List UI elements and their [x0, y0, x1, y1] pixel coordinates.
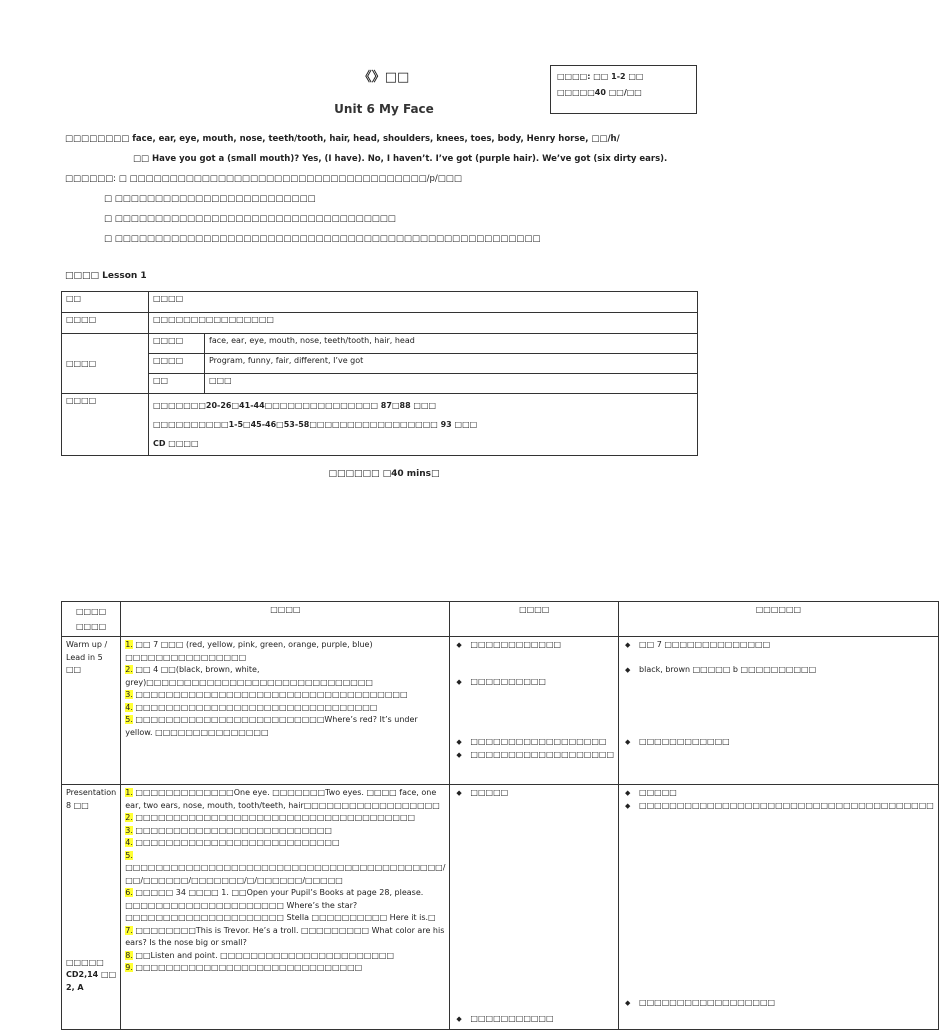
col-header-notes: □□□□□□ [619, 602, 939, 637]
col-header-teacher: □□□□ [121, 602, 450, 637]
core-vocab-label: □□□□ [149, 334, 205, 354]
info-box-line1: □□□□: □□ 1-2 □□ [557, 72, 644, 81]
info-box [550, 65, 697, 114]
presentation-step: 8. □□Listen and point. □□□□□□□□□□□□□□□□□□□□□□□ [125, 950, 394, 960]
student-activity: ◆ □□□□□□□□□□□□□□□□□□ [454, 736, 614, 749]
presentation-steps [121, 785, 450, 1030]
student-activity: ◆ □□□□□□□□□□□□ [454, 639, 614, 652]
warmup-step: 3. □□□□□□□□□□□□□□□□□□□□□□□□□□□□□□□□□□□□ [125, 690, 408, 699]
materials-line-1: □□□□□□□20-26□41-44□□□□□□□□□□□□□□□ 87□88 □□□ [153, 401, 437, 410]
warmup-step: 2. □□ 4 □□(black, brown, white, grey)□□□□□□□□□□□□□□□□□□□□□□□□□□□□□□ [125, 665, 373, 687]
page-title: 《》□□ [358, 70, 410, 85]
design-note: ◆ □□□□□ [623, 787, 934, 800]
structure-objective: □□ Have you got a (small mouth)? Yes, (I have). No, I haven’t. I’ve got (purple hair). We’ve got (six dirty ears). [133, 154, 668, 164]
col-header-stage: □□□□ □□□□ [62, 602, 121, 637]
design-note: ◆ □□□□□□□□□□□□□□□□□□□□□□□□□□□□□□□□□□□□□□□ [623, 800, 934, 813]
skill-objective-2: □ □□□□□□□□□□□□□□□□□□□□□□□□□ [104, 194, 316, 204]
presentation-step: 1. □□□□□□□□□□□□□One eye. □□□□□□□Two eyes. □□□□ face, one ear, two ears, nose, mouth, tooth/teeth, hair□□□□□□□□□□□□□□□□□□ [125, 788, 440, 810]
presentation-notes [619, 785, 939, 1030]
design-note: ◆ □□□□□□□□□□□□ [623, 736, 934, 749]
presentation-step: 9. □□□□□□□□□□□□□□□□□□□□□□□□□□□□□□ [125, 963, 363, 972]
presentation-step: 5. □□□□□□□□□□□□□□□□□□□□□□□□□□□□□□□□□□□□□□□□□□/□□/□□□□□□/□□□□□□□/□/□□□□□□/□□□□□ [125, 850, 446, 885]
unit-title: Unit 6 My Face [334, 102, 434, 116]
extra-vocab-label: □□□□ [149, 354, 205, 374]
warmup-step: 1. □□ 7 □□□ (red, yellow, pink, green, orange, purple, blue) □□□□□□□□□□□□□□□□ [125, 640, 373, 662]
col-header-student: □□□□ [450, 602, 619, 637]
warmup-steps [121, 637, 450, 785]
presentation-stage-label: Presentation 8 □□ [66, 788, 117, 810]
process-heading: □□□□□□ □40 mins□ [328, 469, 440, 479]
teaching-process-table [61, 601, 939, 1030]
presentation-step: 6. □□□□□ 34 □□□□ 1. □□Open your Pupil’s Books at page 28, please. □□□□□□□□□□□□□□□□□□□□□ Where’s the star? □□□□□□□□□□□□□□□□□□□□□ Stella □□□□□□□□□□ Here it is.□ [125, 888, 436, 922]
materials-label: □□□□ [62, 394, 149, 456]
skill-objective-4: □ □□□□□□□□□□□□□□□□□□□□□□□□□□□□□□□□□□□□□□□□□□□□□□□□□□□□□ [104, 234, 541, 244]
warmup-step: 5. □□□□□□□□□□□□□□□□□□□□□□□□□Where’s red? It’s under yellow. □□□□□□□□□□□□□□□ [125, 715, 418, 737]
design-note: ◆ □□□□□□□□□□□□□□□□□□ [623, 997, 934, 1010]
warmup-step: 4. □□□□□□□□□□□□□□□□□□□□□□□□□□□□□□□□ [125, 702, 378, 712]
warmup-student [450, 637, 619, 785]
resource-label: □□□□□ [66, 958, 104, 967]
design-note: ◆ □□ 7 □□□□□□□□□□□□□□ [623, 639, 934, 652]
goal-row-value: □□□□□□□□□□□□□□□□ [149, 313, 698, 334]
presentation-step: 3. □□□□□□□□□□□□□□□□□□□□□□□□□□ [125, 825, 332, 835]
core-vocab-value: face, ear, eye, mouth, nose, teeth/tooth, hair, head [205, 334, 698, 354]
sound-label: □□ [149, 374, 205, 394]
warmup-notes [619, 637, 939, 785]
design-note: ◆ black, brown □□□□□ b □□□□□□□□□□ [623, 664, 934, 677]
presentation-student [450, 785, 619, 1030]
presentation-stage [62, 785, 121, 1030]
warmup-stage: Warm up / Lead in 5 □□ [62, 637, 121, 785]
presentation-step: 7. □□□□□□□□This is Trevor. He’s a troll. □□□□□□□□□ What color are his ears? Is the nose big or small? [125, 925, 445, 947]
goal-row-label: □□□□ [62, 313, 149, 334]
student-activity: ◆ □□□□□ [454, 787, 614, 800]
student-activity: ◆ □□□□□□□□□□□ [454, 1013, 553, 1026]
materials-line-2: □□□□□□□□□□1-5□45-46□53-58□□□□□□□□□□□□□□□□□ 93 □□□ [153, 420, 478, 429]
sound-value: □□□ [205, 374, 698, 394]
presentation-step: 4. □□□□□□□□□□□□□□□□□□□□□□□□□□□ [125, 838, 340, 847]
materials-line-3: CD □□□□ [153, 439, 199, 448]
resource-value: CD2,14 □□ 2, A [66, 970, 117, 992]
skill-objective-1: □□□□□□: □ □□□□□□□□□□□□□□□□□□□□□□□□□□□□□□□□□□□□□/p/□□□ [65, 174, 462, 184]
extra-vocab-value: Program, funny, fair, different, I’ve got [205, 354, 698, 374]
skill-objective-3: □ □□□□□□□□□□□□□□□□□□□□□□□□□□□□□□□□□□□ [104, 214, 396, 224]
student-activity: ◆ □□□□□□□□□□□□□□□□□□□ [454, 749, 614, 762]
lesson-row-label: □□ [62, 292, 149, 313]
student-activity: ◆ □□□□□□□□□□ [454, 676, 614, 689]
presentation-step: 2. □□□□□□□□□□□□□□□□□□□□□□□□□□□□□□□□□□□□□ [125, 813, 416, 822]
content-row-label: □□□□ [62, 334, 149, 394]
materials-value [149, 394, 698, 456]
vocab-objective: □□□□□□□□ face, ear, eye, mouth, nose, teeth/tooth, hair, head, shoulders, knees, toes, body, Henry horse, □□/h/ [65, 134, 620, 144]
lesson-heading: □□□□ Lesson 1 [65, 271, 147, 281]
info-box-line2: □□□□□40 □□/□□ [557, 88, 642, 97]
lesson-row-value: □□□□ [149, 292, 698, 313]
lesson-info-table [61, 291, 698, 456]
